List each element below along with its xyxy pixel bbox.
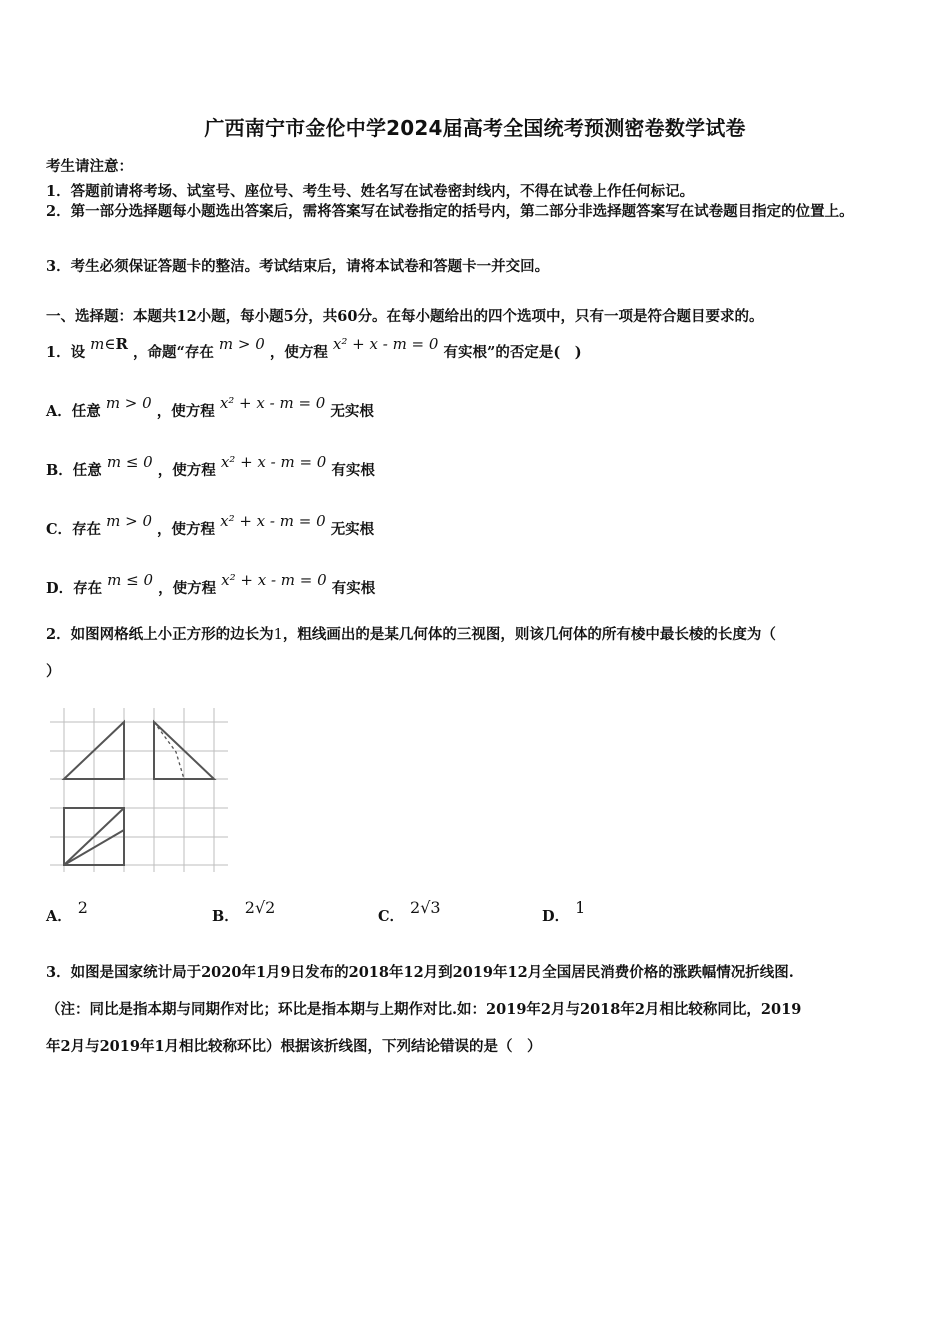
option-label: B．任意: [46, 462, 102, 479]
option-cond: m > 0: [105, 394, 152, 412]
q1-option-d[interactable]: [46, 571, 376, 598]
choice-label: D．: [542, 908, 570, 925]
q3-line-2: （注：同比是指本期与同期作对比；环比是指本期与上期作对比.如：2019年2月与2018年2月相比较称同比，2019: [46, 1001, 802, 1018]
q2-unit: 1: [273, 627, 283, 643]
choice-label: C．: [378, 908, 405, 925]
option-text: ，使方程: [157, 462, 216, 479]
question-2: [46, 623, 776, 644]
q2-choice-b[interactable]: [212, 898, 276, 926]
q1-option-a[interactable]: [46, 394, 374, 421]
option-label: D．存在: [46, 580, 103, 597]
q2-choice-d[interactable]: [542, 898, 586, 926]
q2-text-a: 2．如图网格纸上小正方形的边长为: [46, 626, 274, 643]
q1-text-3: ，使方程: [269, 344, 328, 361]
choice-value: 2√3: [410, 898, 441, 917]
option-cond: m ≤ 0: [107, 571, 154, 589]
option-text: ，使方程: [157, 521, 216, 538]
page-title: 广西南宁市金伦中学2024届高考全国统考预测密卷数学试卷: [204, 116, 746, 140]
q1-option-b[interactable]: [46, 453, 375, 480]
section-1-heading: 一、选择题：本题共12小题，每小题5分，共60分。在每小题给出的四个选项中，只有一项是符合题目要求的。: [46, 308, 764, 325]
option-tail: 有实根: [331, 462, 375, 479]
option-equation: x² + x - m = 0: [220, 512, 326, 530]
option-cond: m > 0: [106, 512, 152, 530]
q1-text-1: 1．设: [46, 344, 86, 361]
three-view-figure: [46, 700, 232, 882]
option-equation: x² + x - m = 0: [221, 571, 327, 589]
question-1: [46, 335, 582, 362]
option-label: A．任意: [46, 403, 101, 420]
option-text: ，使方程: [156, 403, 215, 420]
q1-math-equation: x² + x - m = 0: [332, 335, 439, 353]
choice-value: 1: [575, 898, 586, 917]
q2-choice-c[interactable]: [378, 898, 441, 926]
notice-heading: 考生请注意：: [46, 158, 133, 175]
grid-figure: [46, 700, 232, 878]
option-equation: x² + x - m = 0: [220, 453, 327, 471]
q1-math-cond: m > 0: [218, 335, 265, 353]
option-tail: 无实根: [330, 521, 375, 538]
q1-text-4: 有实根”的否定是( ): [443, 344, 582, 361]
q2-text-b: ，粗线画出的是某几何体的三视图，则该几何体的所有棱中最长棱的长度为（: [282, 626, 776, 643]
choice-label: B．: [212, 908, 239, 925]
option-cond: m ≤ 0: [106, 453, 153, 471]
choice-value: 2√2: [244, 898, 276, 917]
option-text: ，使方程: [158, 580, 217, 597]
option-tail: 有实根: [331, 580, 376, 597]
q3-line-1: 3．如图是国家统计局于2020年1月9日发布的2018年12月到2019年12月全国居民消费价格的涨跌幅情况折线图.: [46, 964, 794, 981]
choice-label: A．: [46, 908, 72, 925]
q2-close-paren: ）: [46, 663, 61, 680]
q1-math-m-in-r: m∈R: [90, 335, 128, 353]
q2-choice-a[interactable]: [46, 898, 88, 926]
notice-item-2: 2．第一部分选择题每小题选出答案后，需将答案写在试卷指定的括号内，第二部分非选择题答案写在试卷题目指定的位置上。: [46, 203, 854, 220]
q1-option-c[interactable]: [46, 512, 375, 539]
q1-text-2: ，命题“存在: [133, 344, 214, 361]
q3-line-3: 年2月与2019年1月相比较称环比）根据该折线图，下列结论错误的是（ ）: [46, 1038, 542, 1055]
notice-item-1: 1．答题前请将考场、试室号、座位号、考生号、姓名写在试卷密封线内，不得在试卷上作任何标记。: [46, 183, 695, 200]
choice-value: 2: [77, 898, 88, 917]
option-tail: 无实根: [330, 403, 374, 420]
option-equation: x² + x - m = 0: [219, 394, 326, 412]
option-label: C．存在: [46, 521, 102, 538]
notice-item-3: 3．考生必须保证答题卡的整洁。考试结束后，请将本试卷和答题卡一并交回。: [46, 258, 550, 275]
